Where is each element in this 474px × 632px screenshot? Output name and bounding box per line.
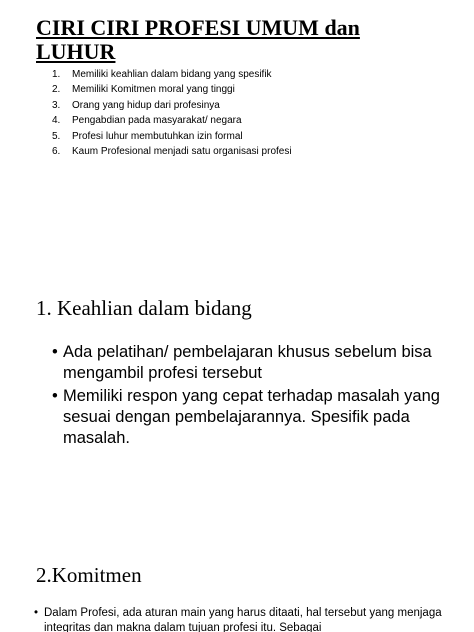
slide-1 (0, 0, 474, 270)
slide-3-heading: 2.Komitmen (36, 563, 142, 587)
list-item-text: Memiliki Komitmen moral yang tinggi (72, 84, 235, 96)
bullet-list (34, 606, 444, 632)
bullet-text: Ada pelatihan/ pembelajaran khusus sebelum bisa mengambil profesi tersebut (63, 343, 432, 382)
list-item (52, 82, 292, 97)
list-item-number: 4. (52, 115, 61, 127)
list-item-number: 2. (52, 84, 61, 96)
bullet-dot: • (34, 607, 39, 619)
list-item (52, 98, 292, 113)
list-item-number: 6. (52, 146, 61, 158)
list-item-text: Pengabdian pada masyarakat/ negara (72, 115, 242, 127)
bullet-dot: • (52, 343, 58, 361)
list-item-text: Memiliki keahlian dalam bidang yang spesifik (72, 69, 272, 80)
list-item-text: Profesi luhur membutuhkan izin formal (72, 130, 243, 142)
bullet-item (52, 342, 442, 384)
slide-1-title: CIRI CIRI PROFESI UMUM dan LUHUR (36, 15, 360, 64)
list-item-number: 1. (52, 69, 61, 80)
bullet-text: Dalam Profesi, ada aturan main yang harus ditaati, hal tersebut yang menjaga integritas dan makna dalam tujuan profesi itu. Sebagai (44, 607, 442, 632)
bullet-item (34, 606, 444, 632)
bullet-item (52, 386, 442, 449)
bullet-list (52, 342, 442, 451)
numbered-list (52, 67, 292, 159)
slide-3 (0, 540, 474, 632)
bullet-dot: • (52, 387, 58, 405)
list-item (52, 67, 292, 82)
bullet-text: Memiliki respon yang cepat terhadap masalah yang sesuai dengan pembelajarannya. Spesifik pada masalah. (63, 387, 440, 447)
list-item-text: Kaum Profesional menjadi satu organisasi profesi (72, 146, 292, 158)
list-item (52, 113, 292, 128)
slide-2 (0, 270, 474, 540)
list-item-number: 3. (52, 99, 61, 111)
list-item (52, 129, 292, 144)
slide-2-heading: 1. Keahlian dalam bidang (36, 296, 252, 320)
list-item (52, 144, 292, 159)
list-item-number: 5. (52, 130, 61, 142)
list-item-text: Orang yang hidup dari profesinya (72, 99, 220, 111)
